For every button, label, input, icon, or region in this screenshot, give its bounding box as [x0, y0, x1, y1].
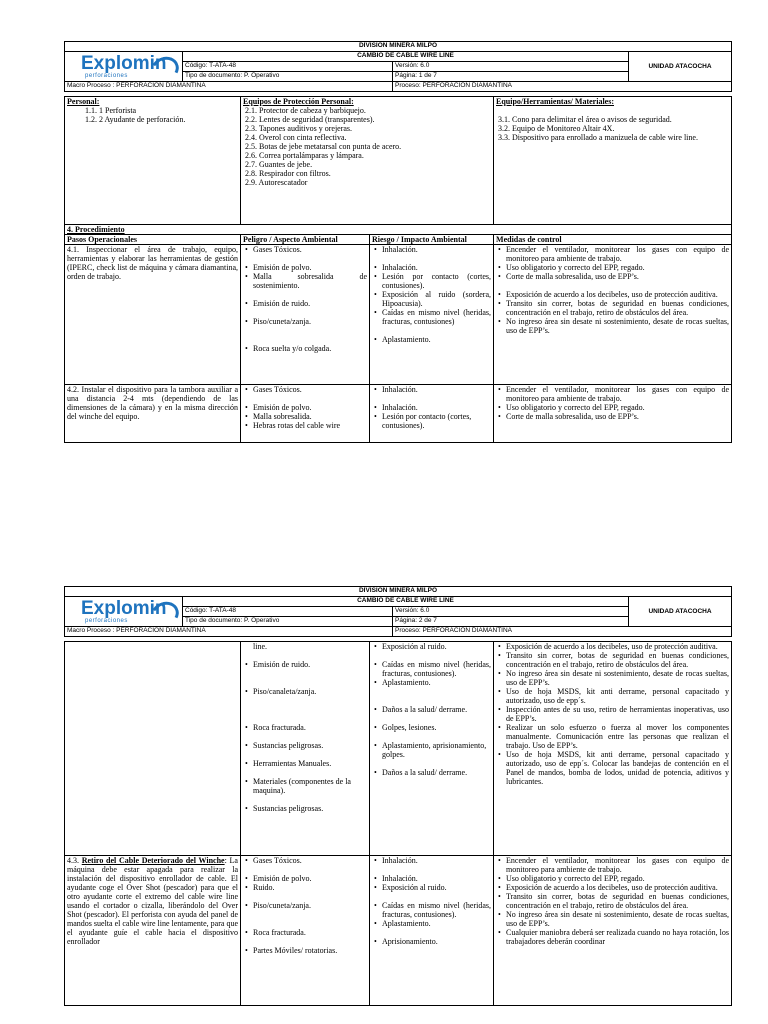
doc-version: Versión: 6.0	[393, 607, 629, 617]
company-logo: Explomin perforaciones	[65, 52, 183, 82]
equipo-item: 3.3. Dispositivo para enrollado a manizuela de cable wire line.	[498, 133, 698, 142]
epp-item: 2.6. Correa portalámparas y lámpara.	[245, 151, 364, 160]
col-medidas: Medidas de control	[494, 235, 732, 245]
epp-item: 2.4. Overol con cinta reflectiva.	[245, 133, 347, 142]
doc-code: Código: T-ATA-48	[183, 62, 393, 72]
document-title: CAMBIO DE CABLE WIRE LINE	[183, 52, 629, 62]
procedure-table-1	[64, 96, 732, 443]
step-4-2-medidas: • Encender el ventilador, monitorear los gases con equipo de monitoreo para ambiente de trabajo. • Uso obligatorio y correcto del EPP, regado. • Corte de malla sobresalida, uso de EPP’s.	[494, 385, 732, 443]
col-pasos: Pasos Operacionales	[65, 235, 241, 245]
unit-name: UNIDAD ATACOCHA	[629, 52, 732, 82]
doc-type: Tipo de documento: P. Operativo	[183, 72, 393, 82]
epp-item: 2.9. Autorescatador	[245, 178, 308, 187]
doc-code: Código: T-ATA-48	[183, 607, 393, 617]
document-page-1	[64, 41, 731, 443]
doc-version: Versión: 6.0	[393, 62, 629, 72]
epp-section: Equipos de Protección Personal: 2.1. Protector de cabeza y barbiquejo. 2.2. Lentes de seguridad (transparentes). 2.3. Tapones auditivos y orejeras. 2.4. Overol con cinta reflectiva. 2.5. Botas de jebe metatarsal con punta de acero. 2.6. Correa portalámparas y lámpara. 2.7. Guantes de jebe. 2.8. Respirador con filtros. 2.9. Autorescatador	[241, 97, 494, 225]
personal-section: Personal: 1.1. 1 Perforista 1.2. 2 Ayudante de perforación.	[65, 97, 241, 225]
step-4-2-cont-peligros: line. • Emisión de ruido. • Piso/canaleta/zanja. • Roca fracturada. • Sustancias peligrosas. • Herramientas Manuales. • Materiales (componentes de la maquina). • Sustancias peligrosas.	[241, 642, 370, 856]
procedure-table-2	[64, 641, 732, 1006]
epp-item: 2.3. Tapones auditivos y orejeras.	[245, 124, 353, 133]
document-header	[64, 41, 732, 92]
step-4-2-continued	[65, 642, 241, 856]
doc-page: Página: 1 de 7	[393, 72, 629, 82]
doc-page: Página: 2 de 7	[393, 617, 629, 627]
document-title: CAMBIO DE CABLE WIRE LINE	[183, 597, 629, 607]
epp-item: 2.7. Guantes de jebe.	[245, 160, 313, 169]
step-4-3-peligros: • Gases Tóxicos. • Emisión de polvo. • Ruido. • Piso/cuneta/zanja. • Roca fracturada. • Partes Móviles/ rotatorias.	[241, 856, 370, 1006]
step-4-1: 4.1. Inspeccionar el área de trabajo, equipo, herramientas y elaborar las herramientas de gestión (IPERC, check list de máquina y cámara diamantina, orden de trabajo.	[65, 245, 241, 385]
process: Proceso: PERFORACION DIAMANTINA	[393, 82, 732, 92]
step-4-2: 4.2. Instalar el dispositivo para la tambora auxiliar a una distancia 2-4 mts (dependiendo de las dimensiones de la cámara) y en la misma dirección del winche del equipo.	[65, 385, 241, 443]
step-4-2-cont-riesgos: • Exposición al ruido. • Caídas en mismo nivel (heridas, fracturas, contusiones). • Aplastamiento. • Daños a la salud/ derrame. • Golpes, lesiones. • Aplastamiento, aprisionamiento, golpes. • Daños a la salud/ derrame.	[370, 642, 494, 856]
macro-process: Macro Proceso : PERFORACION DIAMANTINA	[65, 82, 393, 92]
document-header-2	[64, 586, 732, 637]
step-4-3-riesgos: • Inhalación. • Inhalación. • Exposición al ruido. • Caídas en mismo nivel (heridas, fracturas, contusiones). • Aplastamiento. • Aprisionamiento.	[370, 856, 494, 1006]
doc-type: Tipo de documento: P. Operativo	[183, 617, 393, 627]
company-logo: Explomin perforaciones	[65, 597, 183, 627]
epp-item: 2.5. Botas de jebe metatarsal con punta de acero.	[245, 142, 402, 151]
macro-process: Macro Proceso : PERFORACION DIAMANTINA	[65, 627, 393, 637]
division-title: DIVISIÓN MINERA MILPO	[65, 587, 732, 597]
step-4-1-peligros: • Gases Tóxicos. • Emisión de polvo. • Malla sobresalida de sostenimiento. • Emisión de ruido. • Piso/cuneta/zanja. • Roca suelta y/o colgada.	[241, 245, 370, 385]
step-4-3: 4.3. Retiro del Cable Deteriorado del Winche: La máquina debe estar apagada para realizar la instalación del dispositivo enrollador de cable. El ayudante coge el Over Shot (pescador) para que el otro ayudante corte el extremo del cable wire line usando el cortador o cizalla, liberándolo del Over Shot (pescador). El perforista con ayuda del panel de mandos suelta el cable wire line lentamente, para que el ayudante guíe el cable hacia el dispositivo enrollador	[65, 856, 241, 1006]
step-4-2-riesgos: • Inhalación. • Inhalación. • Lesión por contacto (cortes, contusiones).	[370, 385, 494, 443]
division-title: DIVISIÓN MINERA MILPO	[65, 42, 732, 52]
col-peligro: Peligro / Aspecto Ambiental	[241, 235, 370, 245]
procedure-title: 4. Procedimiento	[65, 225, 732, 235]
epp-item: 2.8. Respirador con filtros.	[245, 169, 331, 178]
equipo-item: 3.2. Equipo de Monitoreo Altair 4X.	[498, 124, 615, 133]
equipment-section: Equipo/Herramientas/ Materiales: 3.1. Cono para delimitar el área o avisos de seguridad. 3.2. Equipo de Monitoreo Altair 4X. 3.3. Dispositivo para enrollado a manizuela de cable wire line.	[494, 97, 732, 225]
step-4-1-riesgos: • Inhalación. • Inhalación. • Lesión por contacto (cortes, contusiones). • Exposición al ruido (sordera, Hipoacusia). • Caídas en mismo nivel (heridas, fracturas, contusiones) • Aplastamiento.	[370, 245, 494, 385]
step-4-3-medidas: • Encender el ventilador, monitorear los gases con equipo de monitoreo para ambiente de trabajo. • Uso obligatorio y correcto del EPP, regado. • Exposición de acuerdo a los decibeles, uso de protección auditiva. • Transito sin correr, botas de seguridad en buenas condiciones, concentración en el trabajo, retiro de obstáculos del área. • No ingreso área sin desate ni sostenimiento, desate de rocas sueltas, uso de EPP’s. • Cualquier maniobra deberá ser realizada cuando no haya rotación, los trabajadores deberán coordinar	[494, 856, 732, 1006]
equipo-item: 3.1. Cono para delimitar el área o avisos de seguridad.	[498, 115, 672, 124]
unit-name: UNIDAD ATACOCHA	[629, 597, 732, 627]
epp-item: 2.1. Protector de cabeza y barbiquejo.	[245, 106, 366, 115]
process: Proceso: PERFORACION DIAMANTINA	[393, 627, 732, 637]
epp-item: 2.2. Lentes de seguridad (transparentes).	[245, 115, 375, 124]
col-riesgo: Riesgo / Impacto Ambiental	[370, 235, 494, 245]
step-4-2-cont-medidas: • Exposición de acuerdo a los decibeles, uso de protección auditiva. • Transito sin correr, botas de seguridad en buenas condiciones, concentración en el trabajo, retiro de obstáculos del área. • No ingreso área sin desate ni sostenimiento, desate de rocas sueltas, uso de EPP’s. • Uso de hoja MSDS, kit anti derrame, personal capacitado y autorizado, uso de epp´s. • Inspección antes de su uso, retiro de herramientas inoperativas, uso de EPP’s. • Realizar un solo esfuerzo o fuerza al mover los componentes manualmente. Comunicación entre las personas que realizan el trabajo. Uso de EPP’s. • Uso de hoja MSDS, kit anti derrame, personal capacitado y autorizado, uso de epp´s. Colocar las bandejas de contención en el Panel de mandos, bomba de lodos, unidad de potencia, aditivos y lubricantes.	[494, 642, 732, 856]
step-4-1-medidas: • Encender el ventilador, monitorear los gases con equipo de monitoreo para ambiente de trabajo. • Uso obligatorio y correcto del EPP, regado. • Corte de malla sobresalida, uso de EPP’s. • Exposición de acuerdo a los decibeles, uso de protección auditiva. • Transito sin correr, botas de seguridad en buenas condiciones, concentración en el trabajo, retiro de obstáculos del área. • No ingreso área sin desate ni sostenimiento, desate de rocas sueltas, uso de EPP’s.	[494, 245, 732, 385]
step-4-2-peligros: • Gases Tóxicos. • Emisión de polvo. • Malla sobresalida. • Hebras rotas del cable wire	[241, 385, 370, 443]
document-page-2	[64, 586, 731, 1006]
